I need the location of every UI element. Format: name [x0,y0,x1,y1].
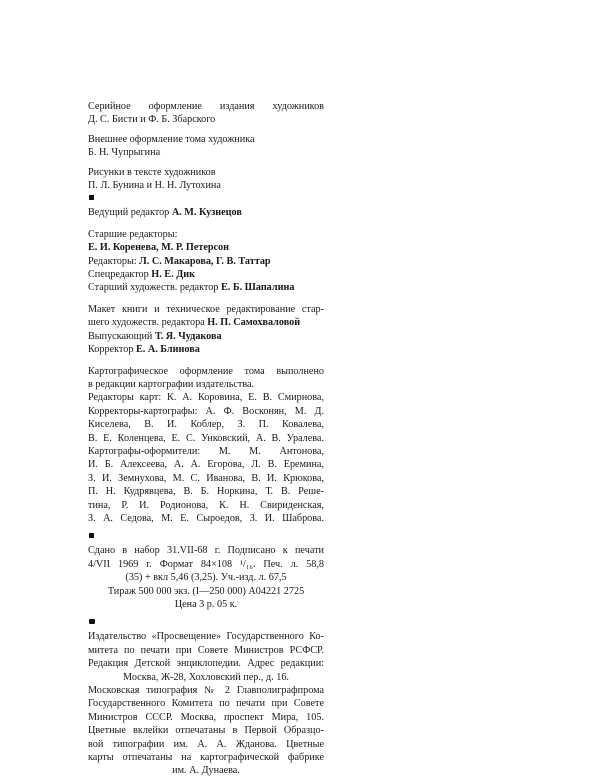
cover-design-label: Внешнее оформление тома художника [88,133,255,145]
publisher-line: вой типографии им. А. А. Жданова. Цветные [88,738,324,750]
imprint-line: 4/VII 1969 г. Формат 84×108 ¹/₁₆. Печ. л. 58,8 [88,558,324,570]
imprint-block [88,544,324,611]
publisher-line: митета по печати при Совете Министров РСФСР. [88,644,324,656]
publisher-address: Москва, Ж-28, Хохловский пер., д. 16. [123,671,289,683]
drawings-names: П. Л. Бунина и Н. Н. Лутохина [88,180,221,192]
series-design-label: Серийное оформление издания художников [88,101,324,112]
publisher-line: карты отпечатаны на картографической фабрике [88,752,324,764]
series-design-names: Д. С. Бисти и Ф. Б. Збарского [88,114,216,126]
section-marker-square [89,533,94,538]
imprint-line: Сдано в набор 31.VII-68 г. Подписано к печати [88,545,324,557]
cartography-line: Киселева, В. И. Коблер, З. П. Ковалева, [88,419,324,431]
art-editor-label: Старший художеств. редактор [88,282,219,294]
publisher-line: Цветные вклейки отпечатаны в Первой Образцо- [88,725,324,737]
senior-editors-names: Е. И. Коренева, М. Р. Петерсон [88,242,230,254]
publisher-line: им. А. Дунаева. [172,765,240,777]
lead-editor-credit [88,206,324,219]
series-design-credit [88,100,324,127]
publisher-line: Редакция Детской энциклопедии. Адрес редакции: [88,658,324,670]
publisher-block [88,630,324,777]
editors-credit [88,228,324,295]
production-credit [88,303,324,357]
lead-editor-label: Ведущий редактор [88,207,170,219]
cartography-line: П. Н. Кудрявцева, В. Б. Норкина, Т. В. Реше- [88,486,324,498]
cartography-line: Редакторы карт: К. А. Коровина, Е. В. Смирнова, [88,392,324,404]
editors-label: Редакторы: [88,255,137,267]
cartography-line: Картографы-оформители: М. М. Антонова, [88,445,324,457]
publisher-line: Государственного Комитета по печати при Совете [88,698,324,710]
colophon-page [88,100,324,778]
corrector-name: Е. А. Блинова [135,344,200,356]
cartography-credit [88,365,324,526]
drawings-credit [88,166,324,193]
section-marker-square [89,195,94,200]
cartography-line: З. И. Земнухова, М. С. Иванова, В. И. Крюкова, [88,472,324,484]
release-name: Т. Я. Чудакова [154,330,222,342]
layout-line-2-label: шего художеств. редактора [88,317,205,329]
publisher-line: Московская типография № 2 Главполиграфпрома [88,685,324,697]
price-line: Цена 3 р. 05 к. [174,599,238,610]
senior-editors-label: Старшие редакторы: [88,228,178,240]
drawings-label: Рисунки в тексте художников [88,166,216,178]
art-editor-name: Е. Б. Шапалина [220,282,295,294]
cartography-line: Корректоры-картографы: А. Ф. Восконян, М. Д. [88,405,324,417]
special-editor-name: Н. Е. Дик [151,269,195,281]
cover-design-credit [88,133,324,160]
publisher-line: Издательство «Просвещение» Государственного Ко- [88,631,324,643]
cartography-line: И. Б. Алексеева, А. А. Егорова, Л. В. Еремина, [88,459,324,471]
lead-editor-name: А. М. Кузнецов [171,207,242,219]
editors-names: Л. С. Макарова, Г. В. Таттар [139,255,271,267]
special-editor-label: Спецредактор [88,269,149,281]
release-label: Выпускающий [88,330,153,342]
cartography-line: тина, Р. И. Родионова, К. Н. Свириденская, [88,499,324,511]
cartography-line: З. А. Седова, М. Е. Сыроедов, З. И. Шаброва. [88,512,324,524]
section-marker-blob [89,619,95,624]
publisher-line: Министров СССР. Москва, проспект Мира, 105. [88,711,324,723]
cover-design-name: Б. Н. Чупрыгина [88,147,161,159]
imprint-line: (35) + вкл 5,46 (3,25). Уч.-изд. л. 67,5 [125,572,287,584]
corrector-label: Корректор [88,344,134,356]
cartography-line: В. Е. Коленцева, Е. С. Унковский, А. В. Уралева. [88,432,324,444]
layout-editor-name: Н. П. Самохваловой [207,317,301,329]
imprint-line: Тираж 500 000 экз. (I—250 000) А04221 2725 [107,585,305,597]
layout-line-1: Макет книги и техническое редактирование стар- [88,303,324,315]
cartography-line: Картографическое оформление тома выполнено [88,365,324,377]
cartography-line: в редакции картографии издательства. [88,378,255,390]
